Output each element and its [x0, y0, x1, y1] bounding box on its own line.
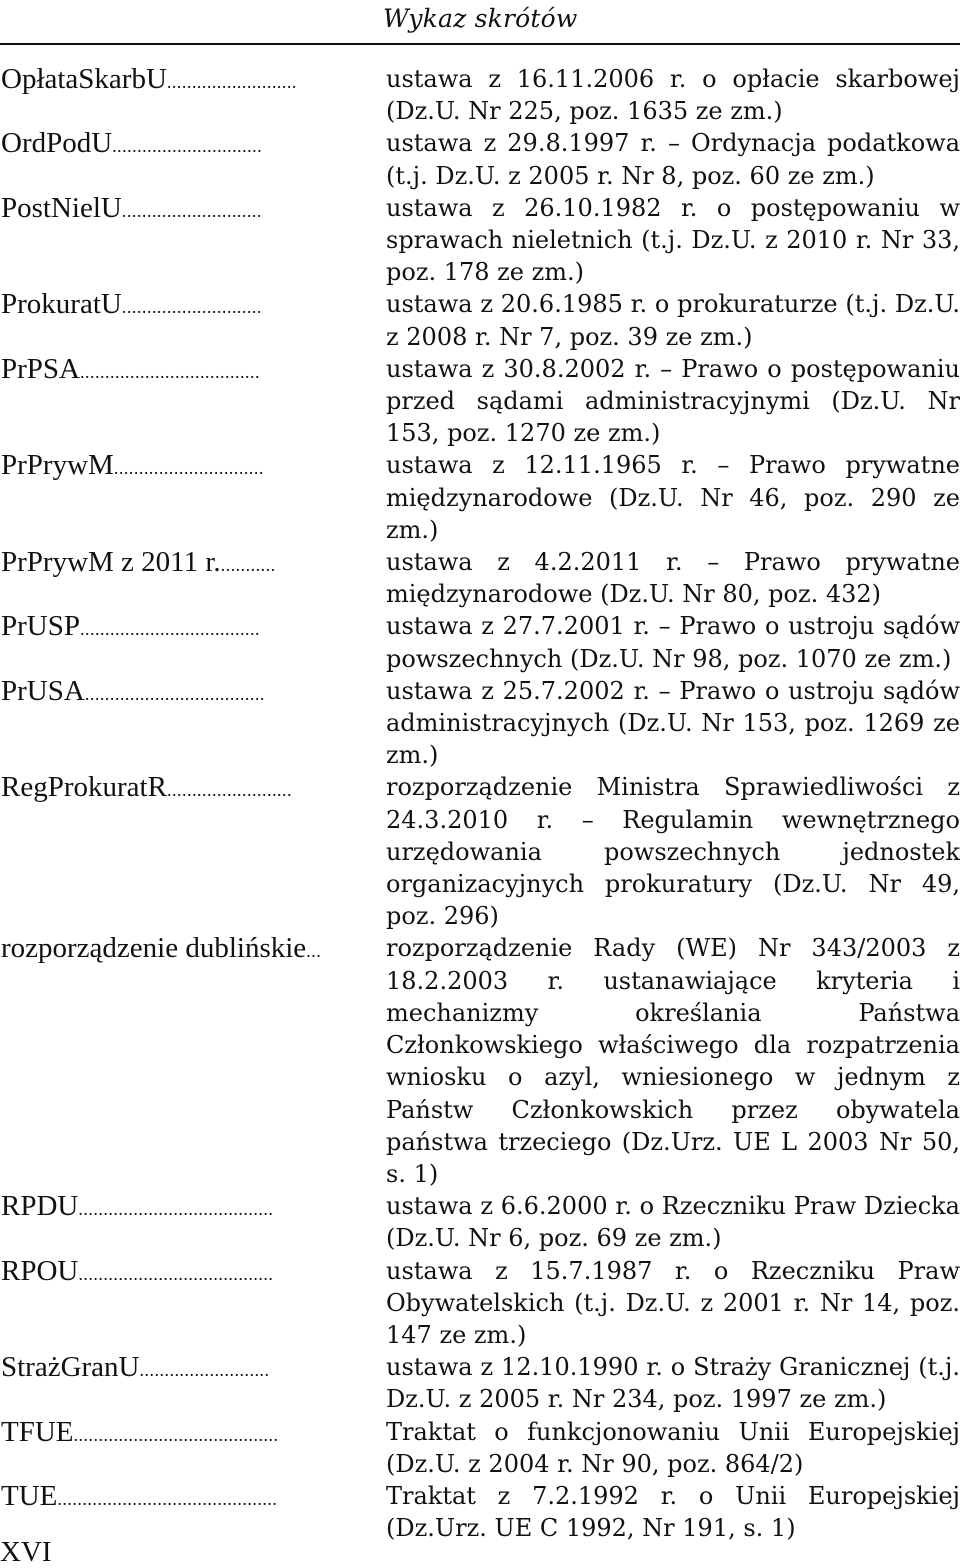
abbreviation-entry [0, 932, 960, 1190]
abbreviation-entry [0, 449, 960, 546]
leader-dots: ............................ [121, 297, 262, 318]
abbreviation-definition: rozporządzenie Ministra Sprawiedliwości z 24.3.2010 r. – Regulamin wewnętrznego urzędowania powszechnych jednostek organizacyjnych prokuratury (Dz.U. Nr 49, poz. 296) [386, 773, 960, 931]
leader-dots: ......................... [166, 780, 292, 801]
leader-dots: ............................................ [57, 1488, 278, 1509]
abbreviation-list [0, 63, 960, 1544]
abbreviation-definition: ustawa z 6.6.2000 r. o Rzeczniku Praw Dziecka (Dz.U. Nr 6, poz. 69 ze zm.) [386, 1192, 960, 1253]
abbreviation-entry [0, 1190, 960, 1254]
abbreviation-definition: ustawa z 26.10.1982 r. o postępowaniu w sprawach nieletnich (t.j. Dz.U. z 2010 r. Nr 33, poz. 178 ze zm.) [386, 193, 960, 287]
abbreviation-term: PrPSA.................................... [1, 352, 260, 385]
leader-dots: .......................... [166, 72, 297, 92]
abbreviation-term: StrażGranU.......................... [1, 1351, 270, 1384]
abbreviation-term: PrUSA.................................... [1, 674, 265, 707]
abbreviation-entry [0, 675, 960, 772]
abbreviation-entry [0, 546, 960, 610]
abbreviation-definition: ustawa z 12.11.1965 r. – Prawo prywatne międzynarodowe (Dz.U. Nr 46, poz. 290 ze zm.) [386, 451, 960, 544]
leader-dots: .................................... [84, 683, 265, 704]
abbreviation-definition: rozporządzenie Rady (WE) Nr 343/2003 z 18.2.2003 r. ustanawiające kryteria i mechanizmy określania Państwa Członkowskiego właściwego dla rozpatrzenia wniosku o azyl, wniesionego w jednym z Państw Członkowskich przez obywatela państwa trzeciego (Dz.Urz. UE L 2003 Nr 50, s. 1) [386, 934, 960, 1188]
running-head: Wykaz skrótów [383, 4, 578, 33]
abbreviation-term: PrUSP.................................... [1, 610, 260, 643]
abbreviation-definition: ustawa z 15.7.1987 r. o Rzeczniku Praw Obywatelskich (t.j. Dz.U. z 2001 r. Nr 14, poz. 147 ze zm.) [386, 1256, 960, 1349]
leader-dots: .............................. [112, 136, 263, 157]
abbreviation-definition: ustawa z 4.2.2011 r. – Prawo prywatne międzynarodowe (Dz.U. Nr 80, poz. 432) [386, 548, 960, 609]
abbreviation-entry [0, 610, 960, 674]
abbreviation-term: PrPrywM.............................. [1, 449, 264, 482]
abbreviation-entry [0, 1416, 960, 1480]
abbreviation-definition: ustawa z 12.10.1990 r. o Straży Granicznej (t.j. Dz.U. z 2005 r. Nr 234, poz. 1997 ze zm.) [386, 1353, 960, 1414]
abbreviation-entry [0, 1351, 960, 1415]
leader-dots: ... [306, 941, 322, 962]
abbreviation-definition: Traktat o funkcjonowaniu Unii Europejskiej (Dz.U. z 2004 r. Nr 90, poz. 864/2) [386, 1417, 960, 1478]
abbreviation-entry [0, 1480, 960, 1544]
abbreviation-definition: ustawa z 16.11.2006 r. o opłacie skarbowej (Dz.U. Nr 225, poz. 1635 ze zm.) [386, 65, 960, 126]
abbreviation-term: OpłataSkarbU.......................... [1, 63, 297, 95]
abbreviation-definition: Traktat z 7.2.1992 r. o Unii Europejskiej (Dz.Urz. UE C 1992, Nr 191, s. 1) [386, 1481, 960, 1543]
abbreviation-entry [0, 1255, 960, 1352]
leader-dots: ........... [220, 555, 276, 576]
abbreviation-term: RPDU....................................... [1, 1190, 274, 1223]
abbreviation-term: TFUE......................................... [1, 1415, 279, 1448]
abbreviation-definition: ustawa z 29.8.1997 r. – Ordynacja podatkowa (t.j. Dz.U. z 2005 r. Nr 8, poz. 60 ze zm.) [386, 129, 960, 190]
abbreviation-term: RPOU....................................... [1, 1254, 274, 1287]
abbreviation-term: RegProkuratR......................... [1, 771, 292, 804]
abbreviation-definition: ustawa z 27.7.2001 r. – Prawo o ustroju sądów powszechnych (Dz.U. Nr 98, poz. 1070 ze zm.) [386, 612, 960, 673]
header-rule [0, 43, 960, 45]
leader-dots: .......................... [139, 1360, 270, 1381]
page-number: XVI [0, 1536, 52, 1568]
abbreviation-term: ProkuratU............................ [1, 288, 262, 321]
abbreviation-entry [0, 353, 960, 450]
abbreviation-term: rozporządzenie dublińskie... [1, 932, 322, 965]
abbreviation-entry [0, 63, 960, 127]
abbreviation-definition: ustawa z 30.8.2002 r. – Prawo o postępowaniu przed sądami administracyjnymi (Dz.U. Nr 153, poz. 1270 ze zm.) [386, 354, 960, 448]
abbreviation-entry [0, 127, 960, 191]
abbreviation-term: PrPrywM z 2011 r............ [1, 546, 276, 579]
abbreviation-entry [0, 288, 960, 352]
abbreviation-term: TUE............................................ [1, 1479, 278, 1512]
abbreviation-term: PostNielU............................ [1, 191, 262, 224]
leader-dots: ............................ [121, 200, 262, 221]
leader-dots: .............................. [113, 458, 264, 479]
abbreviation-entry [0, 192, 960, 289]
leader-dots: ....................................... [78, 1263, 274, 1284]
leader-dots: ......................................... [73, 1424, 279, 1445]
leader-dots: .................................... [80, 361, 260, 382]
abbreviation-term: OrdPodU.............................. [1, 127, 263, 160]
abbreviation-definition: ustawa z 20.6.1985 r. o prokuraturze (t.j. Dz.U. z 2008 r. Nr 7, poz. 39 ze zm.) [386, 290, 960, 351]
abbreviation-definition: ustawa z 25.7.2002 r. – Prawo o ustroju sądów administracyjnych (Dz.U. Nr 153, poz. 1269 ze zm.) [386, 676, 960, 770]
abbreviation-entry [0, 771, 960, 932]
leader-dots: ....................................... [78, 1199, 274, 1220]
leader-dots: .................................... [80, 619, 260, 640]
